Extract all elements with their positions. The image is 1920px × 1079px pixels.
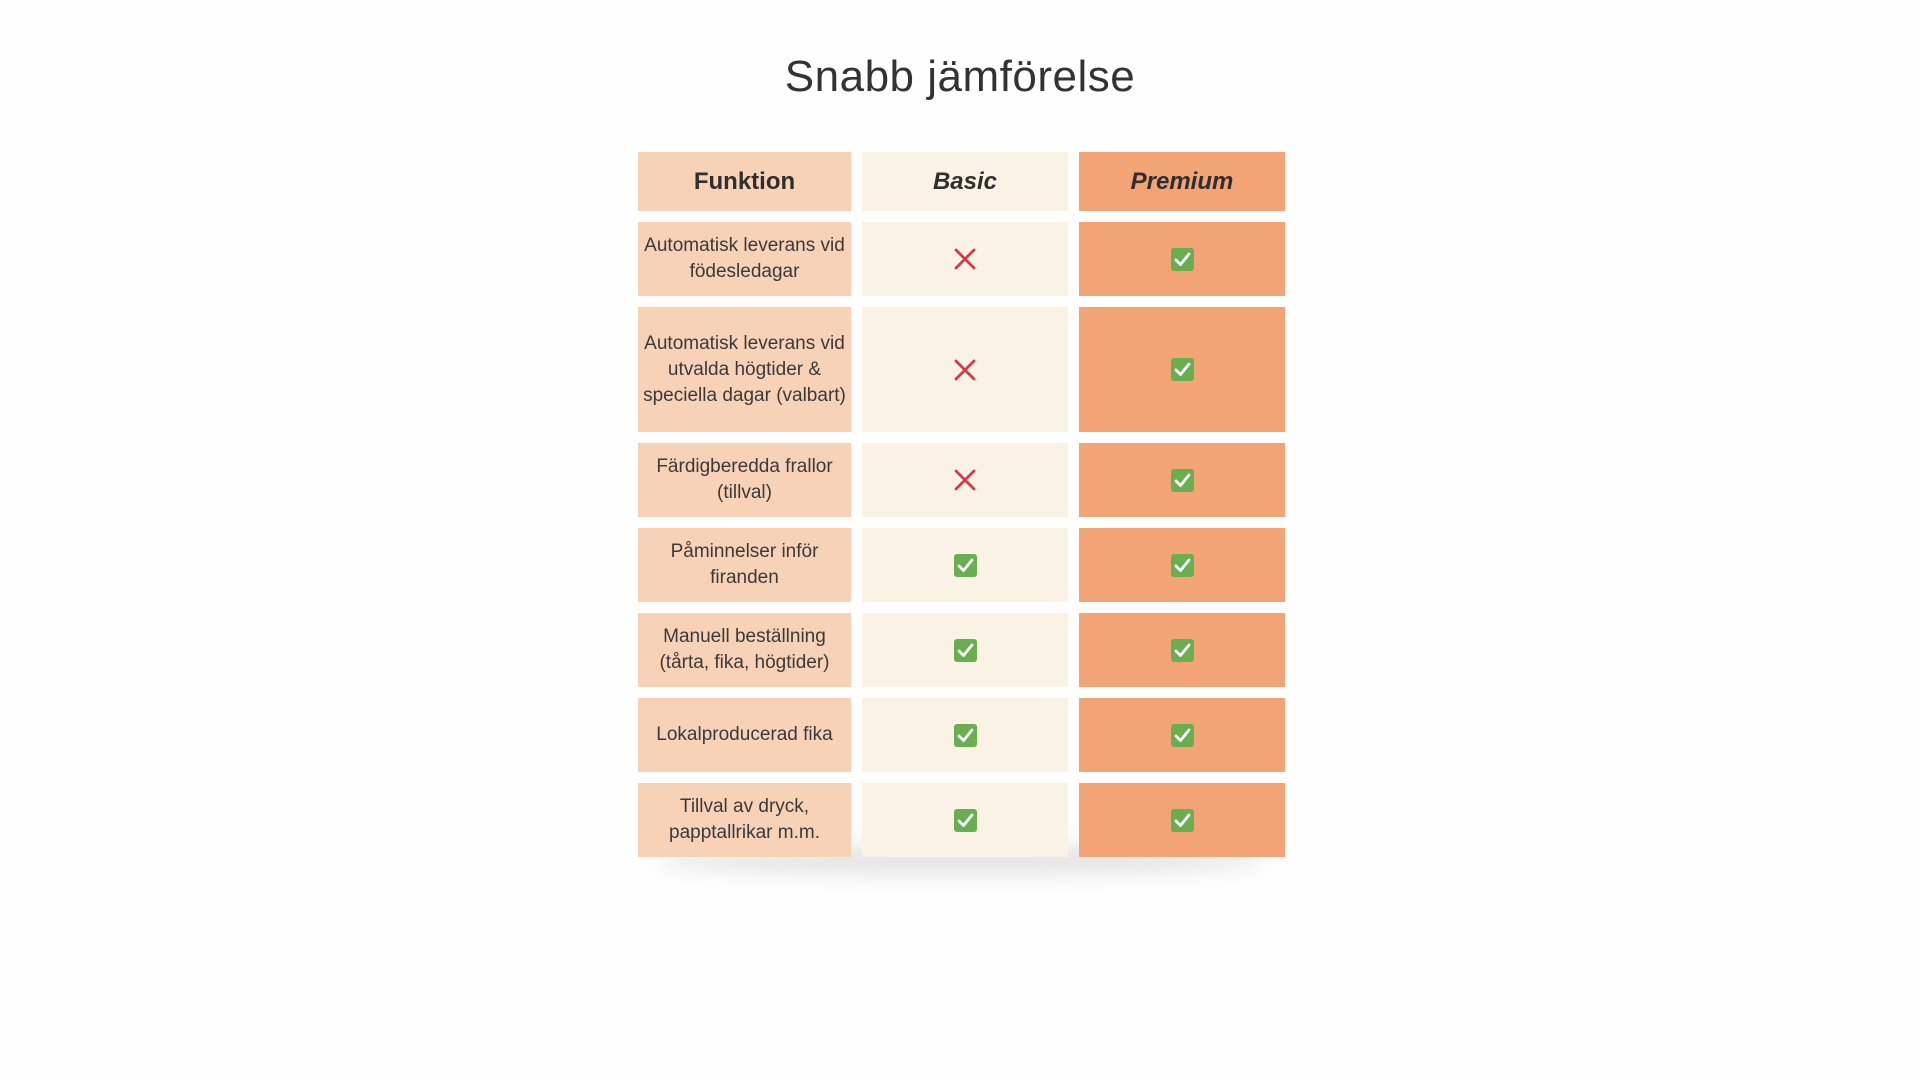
comparison-table (627, 141, 1296, 868)
premium-cell (1079, 307, 1285, 432)
table-row (638, 698, 1285, 772)
check-mark-icon (954, 639, 977, 662)
table-row (638, 528, 1285, 602)
header-basic: Basic (862, 152, 1068, 211)
table-row (638, 783, 1285, 857)
header-premium: Premium (1079, 152, 1285, 211)
basic-cell (862, 443, 1068, 517)
page-title: Snabb jämförelse (784, 52, 1136, 101)
premium-cell (1079, 443, 1285, 517)
basic-cell (862, 783, 1068, 857)
check-mark-icon (1171, 639, 1194, 662)
premium-cell (1079, 613, 1285, 687)
check-mark-icon (1171, 358, 1194, 381)
check-mark-icon (1171, 248, 1194, 271)
basic-cell (862, 613, 1068, 687)
feature-cell: Automatisk leverans vid utvalda högtider & speciella dagar (valbart) (638, 307, 851, 432)
check-mark-icon (954, 724, 977, 747)
premium-cell (1079, 698, 1285, 772)
basic-cell (862, 222, 1068, 296)
premium-cell (1079, 222, 1285, 296)
table-row (638, 222, 1285, 296)
header-feature: Funktion (638, 152, 851, 211)
feature-cell: Manuell beställning (tårta, fika, högtider) (638, 613, 851, 687)
comparison-table-wrapper (638, 152, 1285, 857)
table-row (638, 443, 1285, 517)
feature-cell: Påminnelser inför firanden (638, 528, 851, 602)
cross-icon (953, 468, 977, 492)
basic-cell (862, 307, 1068, 432)
premium-cell (1079, 783, 1285, 857)
cross-icon (953, 358, 977, 382)
check-mark-icon (1171, 724, 1194, 747)
feature-cell: Tillval av dryck, papptallrikar m.m. (638, 783, 851, 857)
check-mark-icon (1171, 554, 1194, 577)
premium-cell (1079, 528, 1285, 602)
table-row (638, 307, 1285, 432)
check-mark-icon (1171, 809, 1194, 832)
check-mark-icon (954, 809, 977, 832)
feature-cell: Automatisk leverans vid födesledagar (638, 222, 851, 296)
check-mark-icon (954, 554, 977, 577)
feature-cell: Lokalproducerad fika (638, 698, 851, 772)
table-row (638, 613, 1285, 687)
basic-cell (862, 528, 1068, 602)
feature-cell: Färdigberedda frallor (tillval) (638, 443, 851, 517)
basic-cell (862, 698, 1068, 772)
header-row (638, 152, 1285, 211)
cross-icon (953, 247, 977, 271)
check-mark-icon (1171, 469, 1194, 492)
